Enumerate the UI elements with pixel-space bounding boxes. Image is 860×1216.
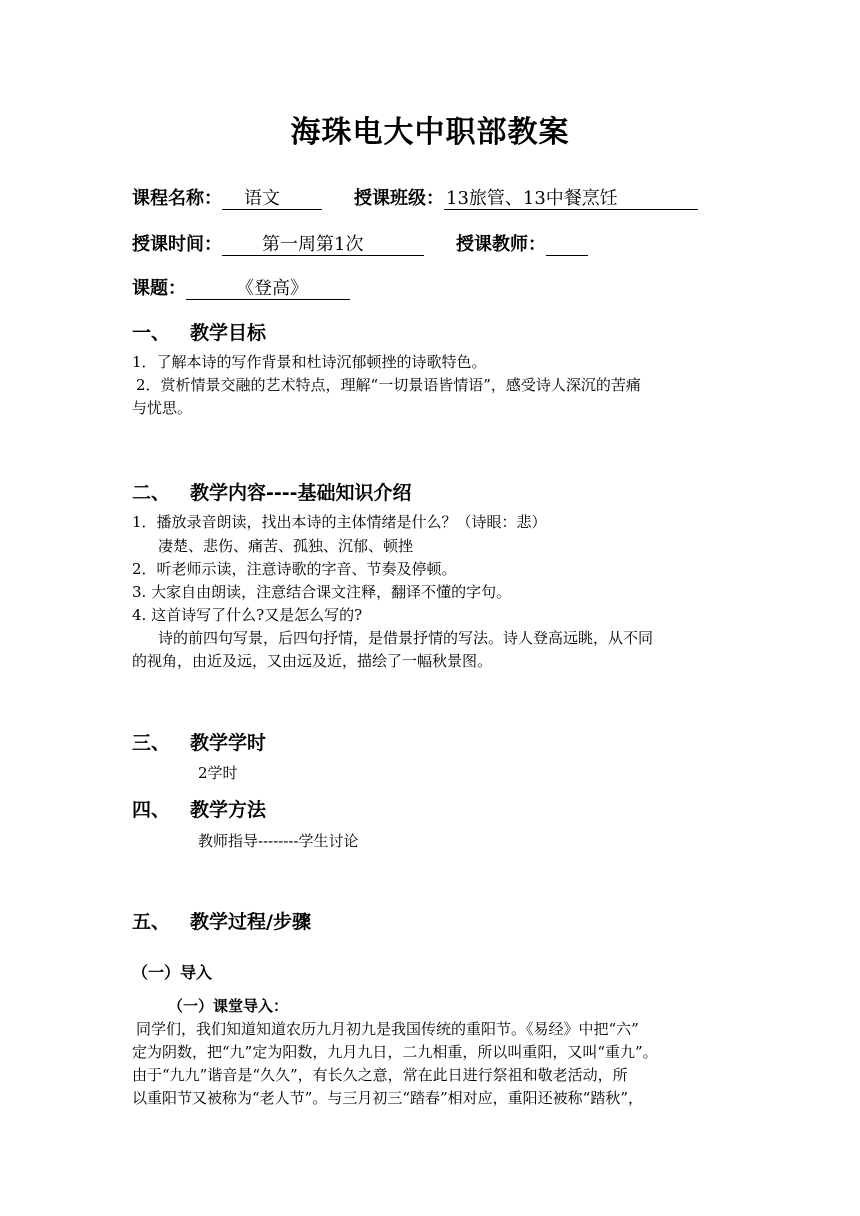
text-line: 4. 这首诗写了什么?又是怎么写的?	[132, 606, 363, 624]
teacher-field	[456, 230, 588, 256]
text-line: 以重阳节又被称为“老人节”。与三月初三“踏春”相对应，重阳还被称“踏秋”，	[132, 1089, 644, 1107]
text-line: 诗的前四句写景，后四句抒情，是借景抒情的写法。诗人登高远眺，从不同	[158, 629, 654, 647]
process-part-heading: （一）导入	[132, 963, 213, 982]
course-field	[132, 184, 322, 210]
section-heading	[132, 728, 266, 755]
course-value: 语文	[222, 189, 322, 210]
text-line: 由于“九九”谐音是“久久”，有长久之意，常在此日进行祭祖和敬老活动，所	[132, 1066, 628, 1084]
time-label: 授课时间：	[132, 234, 222, 255]
text-line: 凄楚、悲伤、痛苦、孤独、沉郁、顿挫	[158, 537, 414, 555]
process-subheading: （一）课堂导入：	[168, 997, 289, 1015]
text-line: 2．听老师示读，注意诗歌的字音、节奏及停顿。	[132, 560, 457, 578]
section-heading	[132, 478, 412, 505]
text-line: 同学们，我们知道知道农历九月初九是我国传统的重阳节。《易经》中把“六”	[136, 1020, 639, 1038]
section-heading	[132, 318, 266, 345]
text-line: 与忧思。	[132, 399, 193, 417]
section-title: 教学目标	[190, 322, 267, 344]
text-line: 2．赏析情景交融的艺术特点，理解“一切景语皆情语”，感受诗人深沉的苦痛	[136, 376, 641, 394]
text-line: 3. 大家自由朗读，注意结合课文注释，翻译不懂的字句。	[132, 583, 512, 601]
topic-label: 课题：	[132, 278, 186, 299]
time-value: 第一周第1次	[222, 235, 424, 256]
time-field	[132, 230, 424, 256]
section-number: 一、	[132, 322, 171, 344]
class-label: 授课班级：	[354, 188, 444, 209]
section-number: 二、	[132, 482, 171, 504]
class-value: 13旅管、13中餐烹饪	[444, 189, 698, 210]
text-line: 定为阴数，把“九”定为阳数，九月九日，二九相重，所以叫重阳，又叫“重九”。	[132, 1043, 658, 1061]
text-line: 2学时	[198, 764, 238, 782]
section-title: 教学过程/步骤	[190, 911, 311, 933]
course-label: 课程名称：	[132, 188, 222, 209]
section-heading	[132, 795, 266, 822]
section-title: 教学学时	[190, 732, 267, 754]
class-field	[354, 184, 698, 210]
teacher-value	[546, 235, 588, 256]
section-title: 教学内容----基础知识介绍	[190, 482, 412, 504]
topic-field	[132, 274, 350, 300]
section-heading	[132, 907, 311, 934]
text-line: 教师指导--------学生讨论	[198, 832, 359, 850]
page-title: 海珠电大中职部教案	[290, 115, 570, 150]
section-title: 教学方法	[190, 799, 267, 821]
text-line: 1．播放录音朗读，找出本诗的主体情绪是什么？（诗眼：悲）	[132, 513, 547, 531]
topic-value: 《登高》	[186, 279, 350, 300]
section-number: 五、	[132, 911, 171, 933]
section-number: 三、	[132, 732, 171, 754]
section-number: 四、	[132, 799, 171, 821]
teacher-label: 授课教师：	[456, 234, 546, 255]
text-line: 的视角，由近及远，又由远及近，描绘了一幅秋景图。	[132, 652, 493, 670]
text-line: 1．了解本诗的写作背景和杜诗沉郁顿挫的诗歌特色。	[132, 353, 487, 371]
